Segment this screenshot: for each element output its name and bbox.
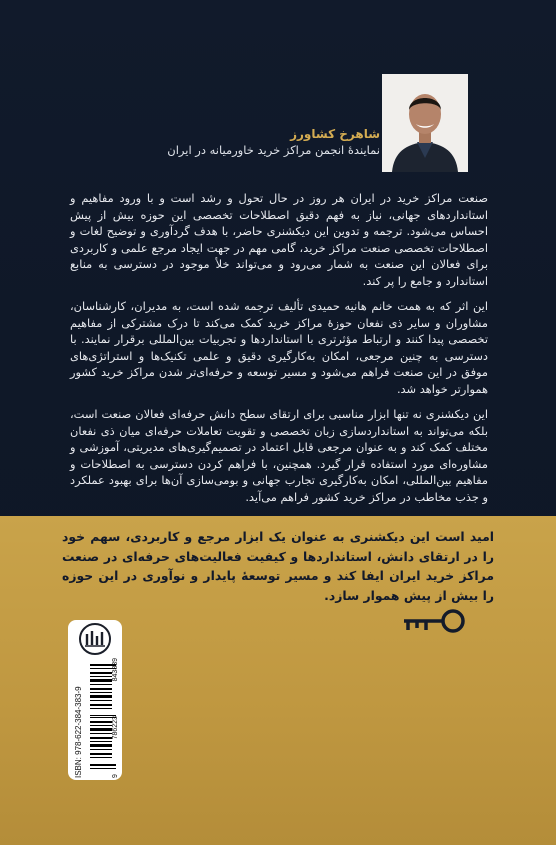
key-icon (400, 608, 468, 638)
author-role: نمایندهٔ انجمن مراکز خرید خاورمیانه در ایران (167, 143, 380, 157)
highlight-paragraph: امید است این دیکشنری به عنوان یک ابزار مرجع و کاربردی، سهم خود را در ارتقای دانش، استانداردها و کیفیت فعالیت‌های حرفه‌ای در صنعت مراکز خرید ایران ایفا کند و مسیر توسعهٔ پایدار و نوآوری در این حوزه را بیش از پیش هموار سازد. (62, 529, 494, 603)
author-block (167, 126, 380, 159)
paragraph-1: صنعت مراکز خرید در ایران هر روز در حال تحول و رشد است و با ورود مفاهیم و استانداردهای جهانی، نیاز به فهم دقیق اصطلاحات تخصصی این حوزه بیش از پیش احساس می‌شود. ترجمه و تدوین این دیکشنری حاضر، با هدف گردآوری و توضیح لغات و اصطلاحات تخصصی صنعت مراکز خرید، گامی مهم در جهت ایجاد مرجع علمی و کاربردی برای فعالان این صنعت به شمار می‌رود و می‌تواند خلأ موجود در دسترسی به منابع استاندارد و جامع را پر کند. (70, 191, 488, 288)
barcode-digit-left: 9 (112, 774, 119, 778)
barcode-digits-right: 843839 (112, 658, 119, 682)
author-photo (382, 74, 468, 172)
publisher-logo-icon (68, 620, 122, 658)
barcode-digits-mid: 786223 (112, 716, 119, 740)
isbn-text: ISBN: 978-622-384-383-9 (74, 686, 83, 778)
paragraph-3: این دیکشنری نه تنها ابزار مناسبی برای ارتقای سطح دانش حرفه‌ای فعالان صنعت است، بلکه می‌تواند به استانداردسازی زبان تخصصی و تقویت تعاملات حرفه‌ای میان ذی نفعان مختلف کمک کند و به عنوان مرجعی قابل اعتماد در تصمیم‌گیری‌های مدیریتی، آموزشی و مشاوره‌ای مورد استفاده قرار گیرد. همچنین، با فراهم کردن دسترسی به اصطلاحات و مفاهیم بین‌المللی، امکان به‌کارگیری تجارب جهانی و بومی‌سازی آن‌ها برای بهبود عملکرد و جذب مخاطب در مراکز خرید کشور فراهم می‌آید. (70, 407, 488, 504)
paragraph-2: این اثر که به همت خانم هانیه حمیدی تألیف ترجمه شده است، به مدیران، کارشناسان، مشاوران و سایر ذی نفعان حوزهٔ مراکز خرید کمک می‌کند تا درک مشترکی از مفاهیم تخصصی پیدا کنند و ارتباط مؤثرتری با استانداردها و تجربیات بین‌المللی برقرار نمایند. با دسترسی به چنین مرجعی، امکان به‌کارگیری دقیق و علمی تکنیک‌ها و استراتژی‌های موفق در این صنعت فراهم می‌شود و مسیر توسعه و حرفه‌ای‌تر شدن مراکز خرید کشور هموارتر خواهد شد. (70, 299, 488, 396)
barcode-digits (112, 658, 119, 778)
isbn-barcode-panel (68, 620, 122, 780)
author-name: شاهرخ کشاورز (290, 127, 380, 141)
